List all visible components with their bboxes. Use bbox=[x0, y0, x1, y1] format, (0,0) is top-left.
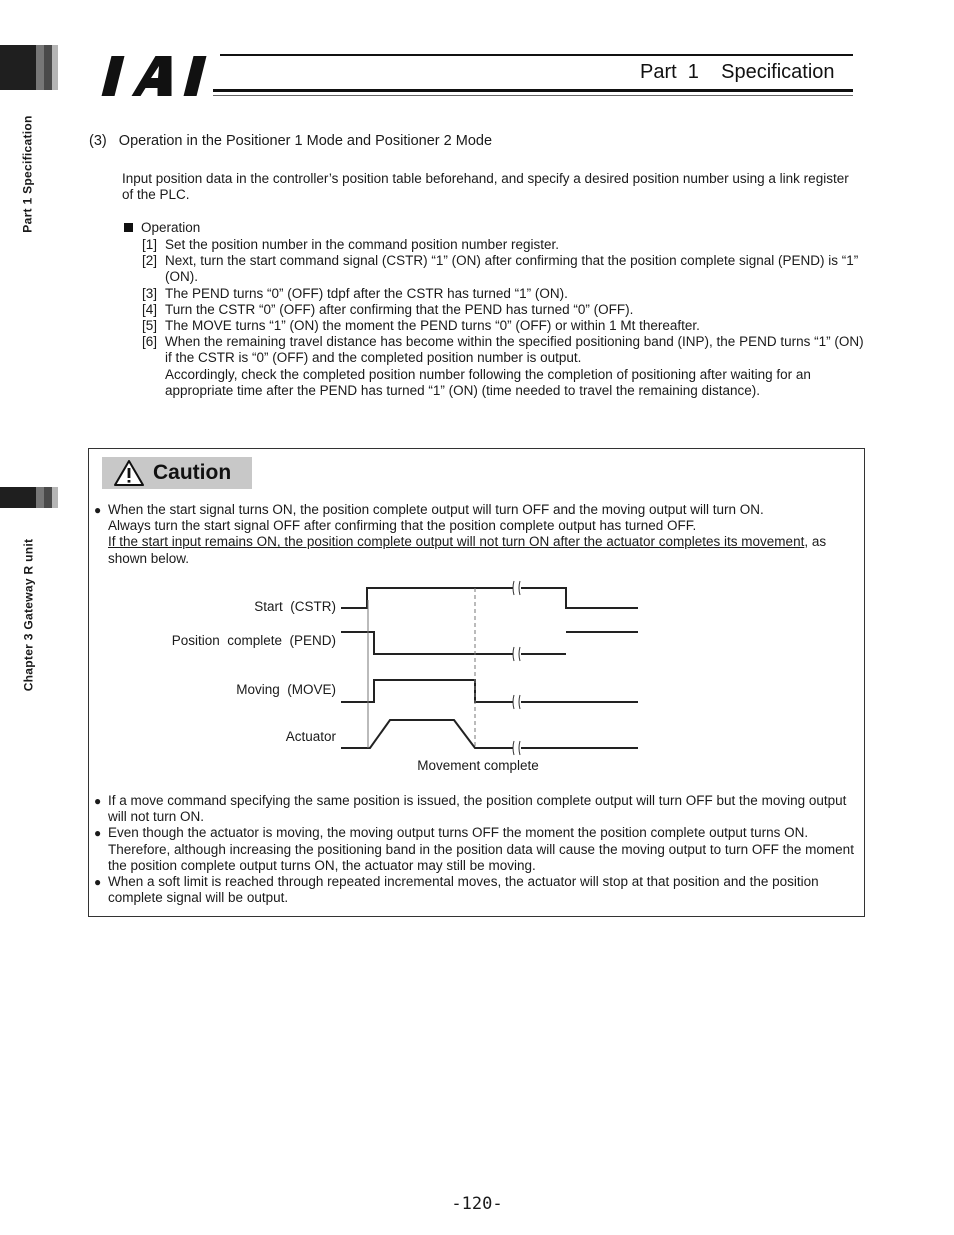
side-tab-chapter bbox=[0, 487, 58, 508]
bullet-dot-icon: ● bbox=[94, 794, 102, 808]
step-item: [4] Turn the CSTR “0” (OFF) after confirming that the PEND has turned “0” (OFF). bbox=[142, 301, 634, 317]
side-label-part: Part 1 Specification bbox=[21, 115, 35, 233]
bullet-dot-icon: ● bbox=[94, 826, 102, 841]
step-item: [3] The PEND turns “0” (OFF) tdpf after the CSTR has turned “1” (ON). bbox=[142, 285, 568, 301]
step-item: [2] Next, turn the start command signal (CSTR) “1” (ON) after confirming that the position complete signal (PEND) is “1” (ON). bbox=[142, 253, 859, 285]
caution-title: Caution bbox=[153, 461, 232, 484]
caution-label bbox=[102, 457, 252, 489]
caution-bullet: ● When a soft limit is reached through repeated incremental moves, the actuator will stop at that position and the position complete signal will be output. bbox=[94, 874, 819, 906]
part-title: Part 1 Specification bbox=[640, 61, 835, 83]
signal-label-pend: Position complete (PEND) bbox=[171, 633, 336, 648]
header-rule-top bbox=[220, 54, 853, 56]
intro-paragraph: Input position data in the controller’s position table beforehand, and specify a desired position number using a link register of the PLC. bbox=[122, 171, 849, 203]
header-rule-mid bbox=[213, 89, 853, 92]
header-rule-bottom bbox=[213, 95, 853, 96]
caution-bullet: ● Even though the actuator is moving, the moving output turns OFF the moment the position complete output turns ON. Therefore, although increasing the positioning band in the position data will cause the moving output to turn OFF the moment the position complete output turns ON, the actuator may still be moving. bbox=[94, 825, 854, 873]
section-heading: (3) Operation in the Positioner 1 Mode and Positioner 2 Mode bbox=[89, 133, 493, 149]
movement-complete-label: Movement complete bbox=[417, 758, 539, 773]
side-label-chapter: Chapter 3 Gateway R unit bbox=[21, 538, 36, 692]
signal-label-actuator: Actuator bbox=[285, 729, 336, 744]
step-item: [5] The MOVE turns “1” (ON) the moment the PEND turns “0” (OFF) or within 1 Mt thereafter. bbox=[142, 318, 700, 334]
caution-first-bullet: ● When the start signal turns ON, the position complete output will turn OFF and the moving output will turn ON. Always turn the start signal OFF after confirming that the position complete output has turned OFF. If the start input remains ON, the position complete output will not turn ON after the actuator completes its movement, as shown below. bbox=[94, 502, 827, 566]
iai-logo bbox=[96, 54, 216, 98]
signal-label-cstr: Start (CSTR) bbox=[254, 599, 336, 614]
actuator-waveform bbox=[341, 720, 638, 748]
warning-triangle-icon bbox=[113, 459, 145, 487]
square-bullet-icon bbox=[124, 223, 133, 232]
svg-text:IAI: IAI bbox=[96, 54, 98, 55]
break-marks bbox=[513, 581, 521, 755]
bullet-dot-icon: ● bbox=[94, 875, 102, 890]
bullet-dot-icon: ● bbox=[94, 503, 102, 517]
cstr-waveform bbox=[341, 588, 638, 608]
move-waveform bbox=[341, 680, 638, 702]
side-tab-part bbox=[0, 45, 58, 90]
page-number: -120- bbox=[451, 1194, 503, 1214]
operation-heading: Operation bbox=[124, 220, 200, 236]
timing-diagram bbox=[140, 580, 660, 780]
pend-waveform bbox=[341, 632, 566, 654]
underlined-warning: If the start input remains ON, the position complete output will not turn ON after the actuator completes its movement bbox=[108, 534, 805, 550]
step-item: [6] When the remaining travel distance has become within the specified positioning band (INP), the PEND turns “1” (ON) if the CSTR is “0” (OFF) and the completed position number is output. Accordingly, check the completed position number following the completion of positioning after waiting for an appropriate time after the PEND has turned “1” (ON) (time needed to travel the remaining distance). bbox=[142, 334, 864, 398]
operation-steps bbox=[142, 237, 870, 399]
caution-more-bullets bbox=[94, 793, 860, 906]
step-item: [1] Set the position number in the command position number register. bbox=[142, 237, 559, 252]
signal-label-move: Moving (MOVE) bbox=[236, 682, 336, 697]
caution-bullet: ● If a move command specifying the same position is issued, the position complete output will turn OFF but the moving output will not turn ON. bbox=[94, 793, 847, 825]
